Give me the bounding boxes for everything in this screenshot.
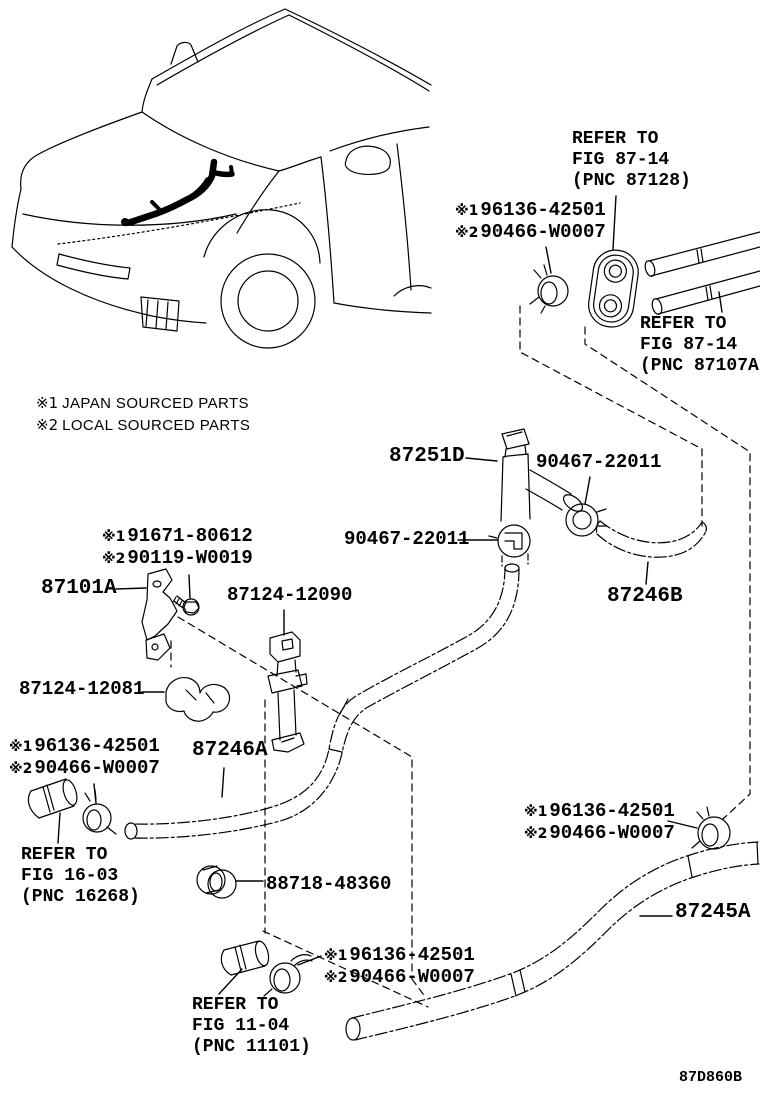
label-refer-fig87-14-pnc87128: [572, 129, 691, 192]
refer-line: (PNC 11101): [192, 1037, 311, 1057]
diagram-code: 87D860B: [679, 1069, 743, 1086]
part-number: 90466-W0007: [349, 966, 475, 988]
part-number-row: [324, 968, 475, 990]
refer-line: FIG 16-03: [21, 866, 119, 886]
note-text: JAPAN SOURCED PARTS: [62, 395, 249, 412]
label-87245a: 87245A: [675, 901, 751, 924]
refer-line: REFER TO: [572, 129, 659, 149]
pipe-fig16-03-drawing: [28, 778, 79, 818]
sourcing-notes: [36, 392, 250, 436]
note-line: [36, 414, 250, 436]
clamp-87124-12081-drawing: [166, 678, 230, 722]
reference-mark: ※2: [455, 225, 479, 241]
part-number: 96136-42501: [34, 735, 160, 757]
part-number: 96136-42501: [349, 944, 475, 966]
part-number-row: [455, 223, 606, 245]
refer-line: REFER TO: [192, 995, 279, 1015]
refer-line: FIG 11-04: [192, 1016, 290, 1036]
reference-mark: ※1: [102, 529, 126, 545]
part-number-row: [524, 824, 675, 846]
clamp-mid-left-drawing: [83, 790, 116, 834]
heater-pipes-drawing: [644, 232, 760, 315]
grommet-plate-drawing: [586, 247, 641, 330]
refer-line: REFER TO: [640, 314, 727, 334]
part-number: 90466-W0007: [549, 822, 675, 844]
part-number: 90119-W0019: [127, 547, 253, 569]
label-87101a: 87101A: [41, 577, 117, 600]
label-87251d: 87251D: [389, 445, 465, 468]
reference-mark: ※2: [102, 551, 126, 567]
pipe-fig11-04-drawing: [221, 940, 270, 975]
refer-line: (PNC 87128): [572, 171, 691, 191]
note-line: [36, 392, 250, 414]
part-number: 96136-42501: [549, 800, 675, 822]
part-number: 90466-W0007: [34, 757, 160, 779]
label-90467-22011-lower: 90467-22011: [344, 528, 470, 550]
reference-mark: ※2: [324, 970, 348, 986]
hose-87246b-drawing: [596, 521, 706, 557]
refer-line: FIG 87-14: [572, 150, 670, 170]
part-number-row: [102, 527, 253, 549]
construction-dashed-lines: [171, 306, 750, 1007]
label-87124-12090: 87124-12090: [227, 584, 353, 606]
clamp-88718-drawing: [197, 866, 236, 898]
clamp-top-right-drawing: [530, 265, 568, 313]
part-number-row: [324, 946, 475, 968]
label-refer-fig16-03-pnc16268: [21, 845, 140, 908]
part-number-row: [455, 201, 606, 223]
part-number-row: [9, 737, 160, 759]
reference-mark: ※2: [36, 416, 59, 434]
reference-mark: ※1: [455, 203, 479, 219]
note-text: LOCAL SOURCED PARTS: [62, 417, 251, 434]
refer-line: (PNC 16268): [21, 887, 140, 907]
label-87246a: 87246A: [192, 739, 268, 762]
part-number-row: [9, 759, 160, 781]
label-clamp-bottom: [324, 946, 475, 990]
label-clamp-right: [524, 802, 675, 846]
refer-line: REFER TO: [21, 845, 108, 865]
part-number-row: [102, 549, 253, 571]
reference-mark: ※2: [9, 761, 33, 777]
label-87124-12081: 87124-12081: [19, 678, 145, 700]
label-90467-22011-upper: 90467-22011: [536, 451, 662, 473]
bracket-87124-12090-drawing: [268, 632, 307, 752]
label-clamp-mid-left: [9, 737, 160, 781]
label-87246b: 87246B: [607, 585, 683, 608]
reference-mark: ※1: [36, 394, 59, 412]
clamp-bottom-drawing: [264, 955, 312, 996]
reference-mark: ※1: [324, 948, 348, 964]
part-number: 90466-W0007: [480, 221, 606, 243]
refer-line: (PNC 87107A: [640, 356, 759, 376]
hose-87245a-drawing: [346, 842, 759, 1040]
reference-mark: ※2: [524, 826, 548, 842]
label-bolt-91671: [102, 527, 253, 571]
part-number: 91671-80612: [127, 525, 253, 547]
reference-mark: ※1: [9, 739, 33, 755]
part-number: 96136-42501: [480, 199, 606, 221]
label-clamp-top-right: [455, 201, 606, 245]
reference-mark: ※1: [524, 804, 548, 820]
heater-pipe-highlight: [121, 162, 232, 226]
part-number-row: [524, 802, 675, 824]
label-refer-fig87-14-pnc87107a: [640, 314, 759, 377]
bracket-87101a-drawing: [142, 569, 177, 660]
label-refer-fig11-04-pnc11101: [192, 995, 311, 1058]
car-illustration: [12, 9, 431, 348]
refer-line: FIG 87-14: [640, 335, 738, 355]
clamp-90467-lower-drawing: [489, 525, 530, 557]
clamp-90467-upper-drawing: [566, 504, 607, 536]
label-88718-48360: 88718-48360: [266, 873, 392, 895]
